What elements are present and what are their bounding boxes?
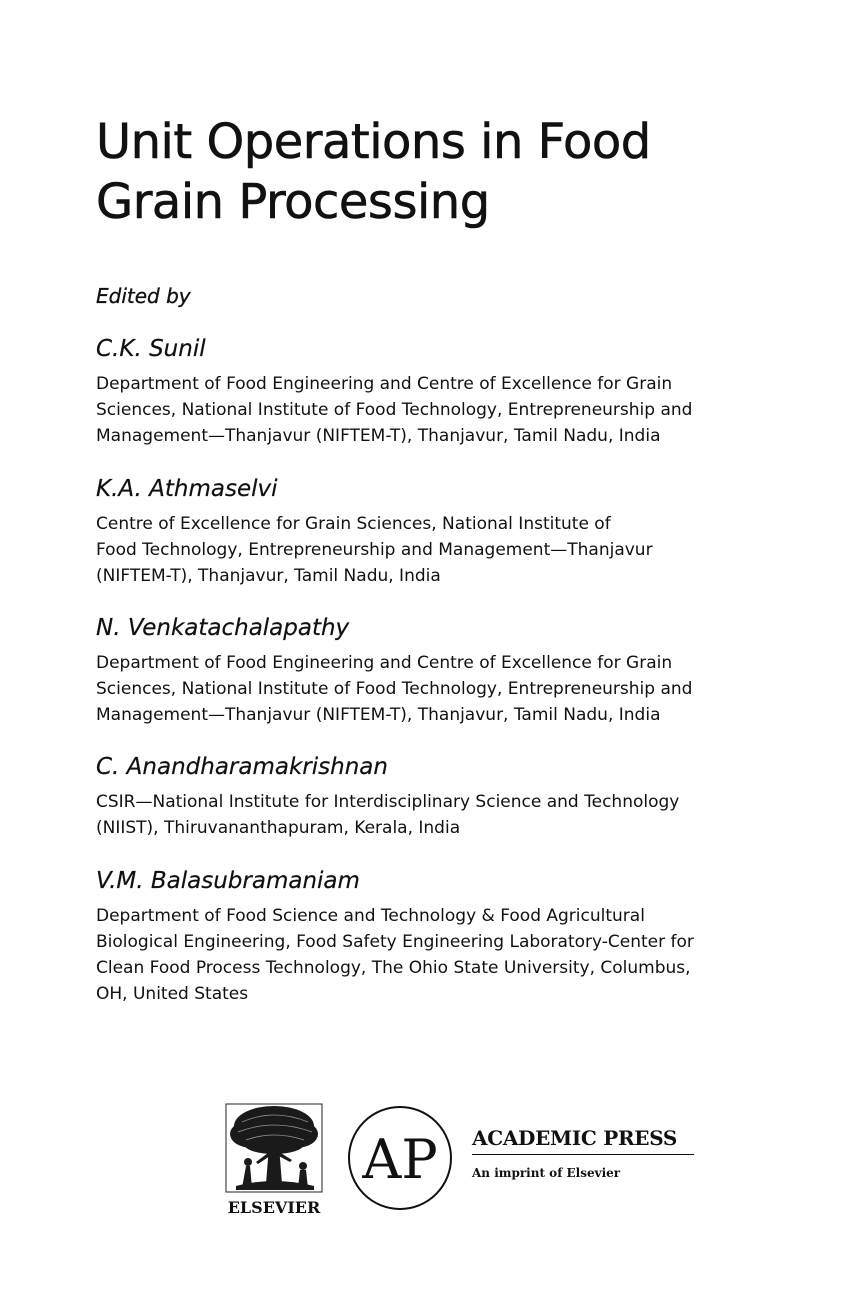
ap-monogram: AP (362, 1128, 438, 1191)
elsevier-tree-icon (222, 1100, 326, 1196)
editor-entry (96, 334, 836, 449)
editor-name: V.M. Balasubramaniam (96, 868, 360, 894)
editor-affiliation: CSIR—National Institute for Interdisciplinary Science and Technology (NIIST), Thiruvananthapuram, Kerala, India (96, 792, 680, 838)
academic-press-tagline: An imprint of Elsevier (472, 1166, 621, 1180)
academic-press-name: ACADEMIC PRESS (472, 1124, 694, 1155)
editor-entry (96, 752, 836, 841)
editor-name: C. Anandharamakrishnan (96, 754, 388, 780)
editor-name: C.K. Sunil (96, 336, 206, 362)
publisher-logos (222, 1100, 702, 1220)
editor-affiliation: Department of Food Science and Technology & Food Agricultural Biological Engineering, Food Safety Engineering Laboratory-Center for Clean Food Process Technology, The Ohio State University, Columbus, OH, United States (96, 906, 694, 1004)
page-title: Unit Operations in Food Grain Processing (96, 114, 651, 230)
editor-affiliation: Centre of Excellence for Grain Sciences, National Institute of Food Technology, Entrepreneurship and Management—Thanjavur (NIFTEM-T), Thanjavur, Tamil Nadu, India (96, 514, 653, 586)
elsevier-wordmark: ELSEVIER (227, 1198, 321, 1217)
editor-name: N. Venkatachalapathy (96, 615, 350, 641)
editor-entry (96, 474, 836, 589)
editor-entry (96, 613, 836, 728)
elsevier-logo (222, 1100, 326, 1220)
editor-affiliation: Department of Food Engineering and Centre of Excellence for Grain Sciences, National Institute of Food Technology, Entrepreneurship and Management—Thanjavur (NIFTEM-T), Thanjavur, Tamil Nadu, India (96, 374, 693, 446)
edited-by-label: Edited by (96, 284, 191, 308)
editor-affiliation: Department of Food Engineering and Centre of Excellence for Grain Sciences, National Institute of Food Technology, Entrepreneurship and Management—Thanjavur (NIFTEM-T), Thanjavur, Tamil Nadu, India (96, 653, 693, 725)
editor-name: K.A. Athmaselvi (96, 476, 278, 502)
editor-entry (96, 866, 836, 1007)
academic-press-ap-icon (346, 1104, 454, 1212)
academic-press-wordmark (472, 1124, 694, 1181)
